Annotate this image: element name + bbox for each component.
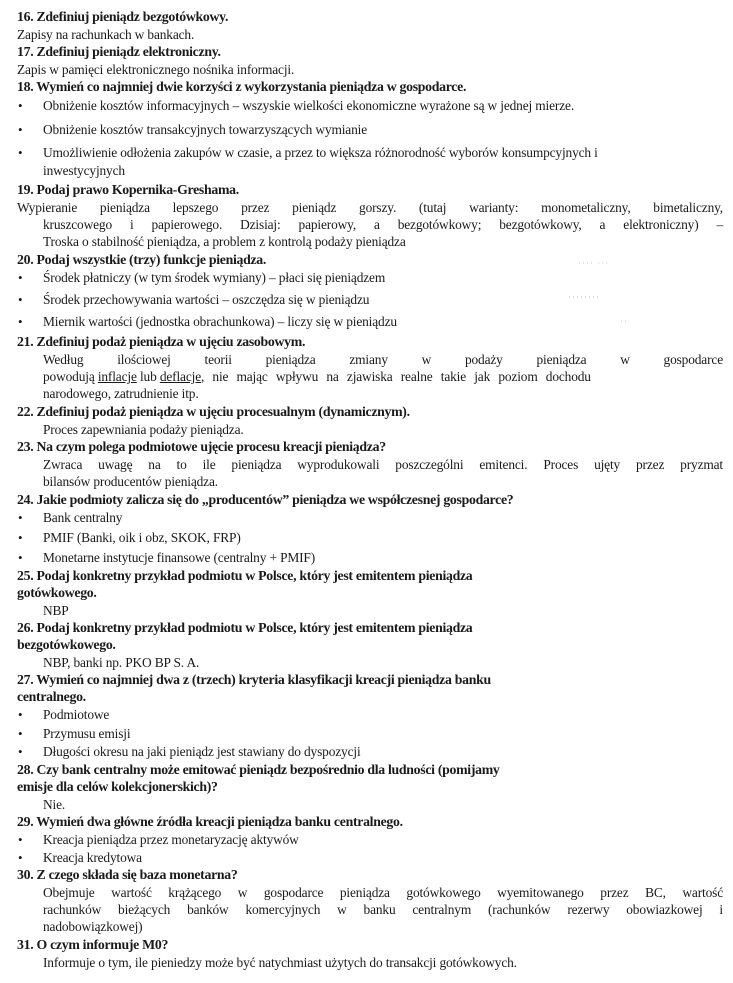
question-17 [17,43,221,60]
answer-21-line: narodowego, zatrudnienie itp. [43,386,199,401]
question-text: Zdefiniuj podaż pieniądza w ujęciu procesualnym (dynamicznym). [36,404,410,419]
answer-26: NBP, banki np. PKO BP S. A. [43,655,200,670]
answer-30-line: rachunków bieżących banków komercyjnych w banku centralnym (rachunków rezerwy obowiazkowej i [43,902,723,917]
bullet-icon: • [18,707,23,722]
bullet-item: Środek płatniczy (w tym środek wymiany) – płaci się pieniądzem [43,270,386,285]
question-number: 16. [17,9,34,24]
question-text: Na czym polega podmiotowe ujęcie procesu kreacji pieniądza? [36,439,386,454]
answer-21-line [43,368,723,385]
question-21 [17,333,305,350]
question-number: 26. [17,620,34,635]
bullet-item: Umożliwienie odłożenia zakupów w czasie, a przez to większa różnorodność wyborów konsumpcyjnych i [43,145,598,160]
bullet-icon: • [18,314,23,329]
bullet-item: Bank centralny [43,510,123,525]
answer-21-line: Według ilościowej teorii pieniądza zmiany w podaży pieniądza w gospodarce [43,352,723,367]
margin-annotation: ········ [568,292,600,302]
question-28-continuation: emisje dla celów kolekcjonerskich)? [17,779,218,794]
text: powodują [43,369,98,384]
answer-23-line: bilansów producentów pieniądza. [43,474,218,489]
answer-31: Informuje o tym, ile pieniedzy może być natychmiast użytych do transakcji gotówkowych. [43,955,517,970]
underlined-term: deflacje [159,369,201,384]
answer-17: Zapis w pamięci elektronicznego nośnika informacji. [17,62,295,77]
question-text: Zdefiniuj pieniądz bezgotówkowy. [36,9,229,24]
question-number: 25. [17,568,34,583]
bullet-item-continuation: inwestycyjnych [43,163,125,178]
question-text: O czym informuje M0? [36,937,169,952]
bullet-icon: • [18,270,23,285]
text: , nie mając wpływu na zjawiska realne takie jak poziom dochodu [201,369,591,384]
question-number: 28. [17,762,34,777]
bullet-icon: • [18,510,23,525]
question-number: 31. [17,937,34,952]
bullet-icon: • [18,530,23,545]
bullet-item: Środek przechowywania wartości – oszczędza się w pieniądzu [43,292,370,307]
answer-19-line: Wypieranie pieniądza lepszego przez pieniądz gorszy. (tutaj warianty: monometaliczny, bimetaliczny, [17,200,723,215]
text: lub [136,369,160,384]
bullet-icon: • [18,550,23,565]
bullet-icon: • [18,98,23,113]
bullet-item: Długości okresu na jaki pieniądz jest stawiany do dyspozycji [43,744,361,759]
question-26 [17,619,472,636]
question-24 [17,491,513,508]
bullet-item: Przymusu emisji [43,726,131,741]
question-18 [17,78,466,95]
question-number: 30. [17,867,34,882]
bullet-item: Monetarne instytucje finansowe (centralny + PMIF) [43,550,316,565]
answer-28: Nie. [43,797,66,812]
bullet-item: Obniżenie kosztów transakcyjnych towarzyszących wymianie [43,122,368,137]
answer-19-line: kruszcowego i papierowego. Dzisiaj: papierowy, a bezgotówkowy; bezgotówkowy, a elektroniczny) – [43,217,723,232]
question-30 [17,866,237,883]
question-text: Podaj konkretny przykład podmiotu w Polsce, który jest emitentem pieniądza [36,568,473,583]
question-text: Zdefiniuj podaż pieniądza w ujęciu zasobowym. [36,334,306,349]
question-27 [17,671,491,688]
question-text: Wymień co najmniej dwie korzyści z wykorzystania pieniądza w gospodarce. [36,79,467,94]
question-text: Wymień dwa główne źródła kreacji pieniądza banku centralnego. [36,814,403,829]
bullet-icon: • [18,292,23,307]
bullet-icon: • [18,122,23,137]
question-25 [17,567,472,584]
bullet-item: Miernik wartości (jednostka obrachunkowa) – liczy się w pieniądzu [43,314,397,329]
bullet-item: Kreacja pieniądza przez monetaryzację aktywów [43,832,299,847]
bullet-icon: • [18,850,23,865]
question-text: Jakie podmioty zalicza się do „producentów” pieniądza we współczesnej gospodarce? [36,492,514,507]
answer-16: Zapisy na rachunkach w bankach. [17,27,195,42]
question-23 [17,438,386,455]
question-number: 27. [17,672,34,687]
question-number: 23. [17,439,34,454]
question-25-continuation: gotówkowego. [17,585,97,600]
answer-19-line: Troska o stabilność pieniądza, a problem z kontrolą podaży pieniądza [43,234,406,249]
answer-30-line: Obejmuje wartość krążącego w gospodarce pieniądza gotówkowego wyemitowanego przez BC, wartość [43,885,723,900]
question-28 [17,761,500,778]
bullet-item: Podmiotowe [43,707,110,722]
underlined-term: inflacje [97,369,137,384]
bullet-icon: • [18,726,23,741]
question-20 [17,251,266,268]
question-number: 24. [17,492,34,507]
bullet-icon: • [18,145,23,160]
bullet-item: Obniżenie kosztów informacyjnych – wszyskie wielkości ekonomiczne wyrażone są w jednej mierze. [43,98,575,113]
question-text: Podaj prawo Kopernika-Greshama. [36,182,239,197]
question-31 [17,936,168,953]
question-text: Podaj konkretny przykład podmiotu w Polsce, który jest emitentem pieniądza [36,620,473,635]
question-22 [17,403,410,420]
question-text: Zdefiniuj pieniądz elektroniczny. [36,44,221,59]
question-16 [17,8,228,25]
question-number: 22. [17,404,34,419]
question-27-continuation: centralnego. [17,689,86,704]
question-26-continuation: bezgotówkowego. [17,637,116,652]
margin-annotation: ···· ··· [578,258,610,268]
question-29 [17,813,403,830]
question-number: 21. [17,334,34,349]
question-number: 29. [17,814,34,829]
question-text: Z czego składa się baza monetarna? [36,867,238,882]
question-number: 19. [17,182,34,197]
bullet-icon: • [18,832,23,847]
bullet-item: PMIF (Banki, oik i obz, SKOK, FRP) [43,530,241,545]
question-number: 20. [17,252,34,267]
question-text: Wymień co najmniej dwa z (trzech) kryteria klasyfikacji kreacji pieniądza banku [36,672,491,687]
answer-25: NBP [43,603,69,618]
bullet-item: Kreacja kredytowa [43,850,142,865]
question-19 [17,181,239,198]
question-text: Podaj wszystkie (trzy) funkcje pieniądza. [36,252,267,267]
question-number: 18. [17,79,34,94]
answer-23-line: Zwraca uwagę na to ile pieniądza wyprodukowali poszczególni emitenci. Proces ujęty przez pryzmat [43,457,723,472]
answer-30-line: nadobowiązkowej) [43,919,143,934]
answer-22: Proces zapewniania podaży pieniądza. [43,422,244,437]
bullet-icon: • [18,744,23,759]
question-text: Czy bank centralny może emitować pieniądz bezpośrednio dla ludności (pomijamy [36,762,500,777]
margin-annotation: ·· [620,316,628,326]
question-number: 17. [17,44,34,59]
